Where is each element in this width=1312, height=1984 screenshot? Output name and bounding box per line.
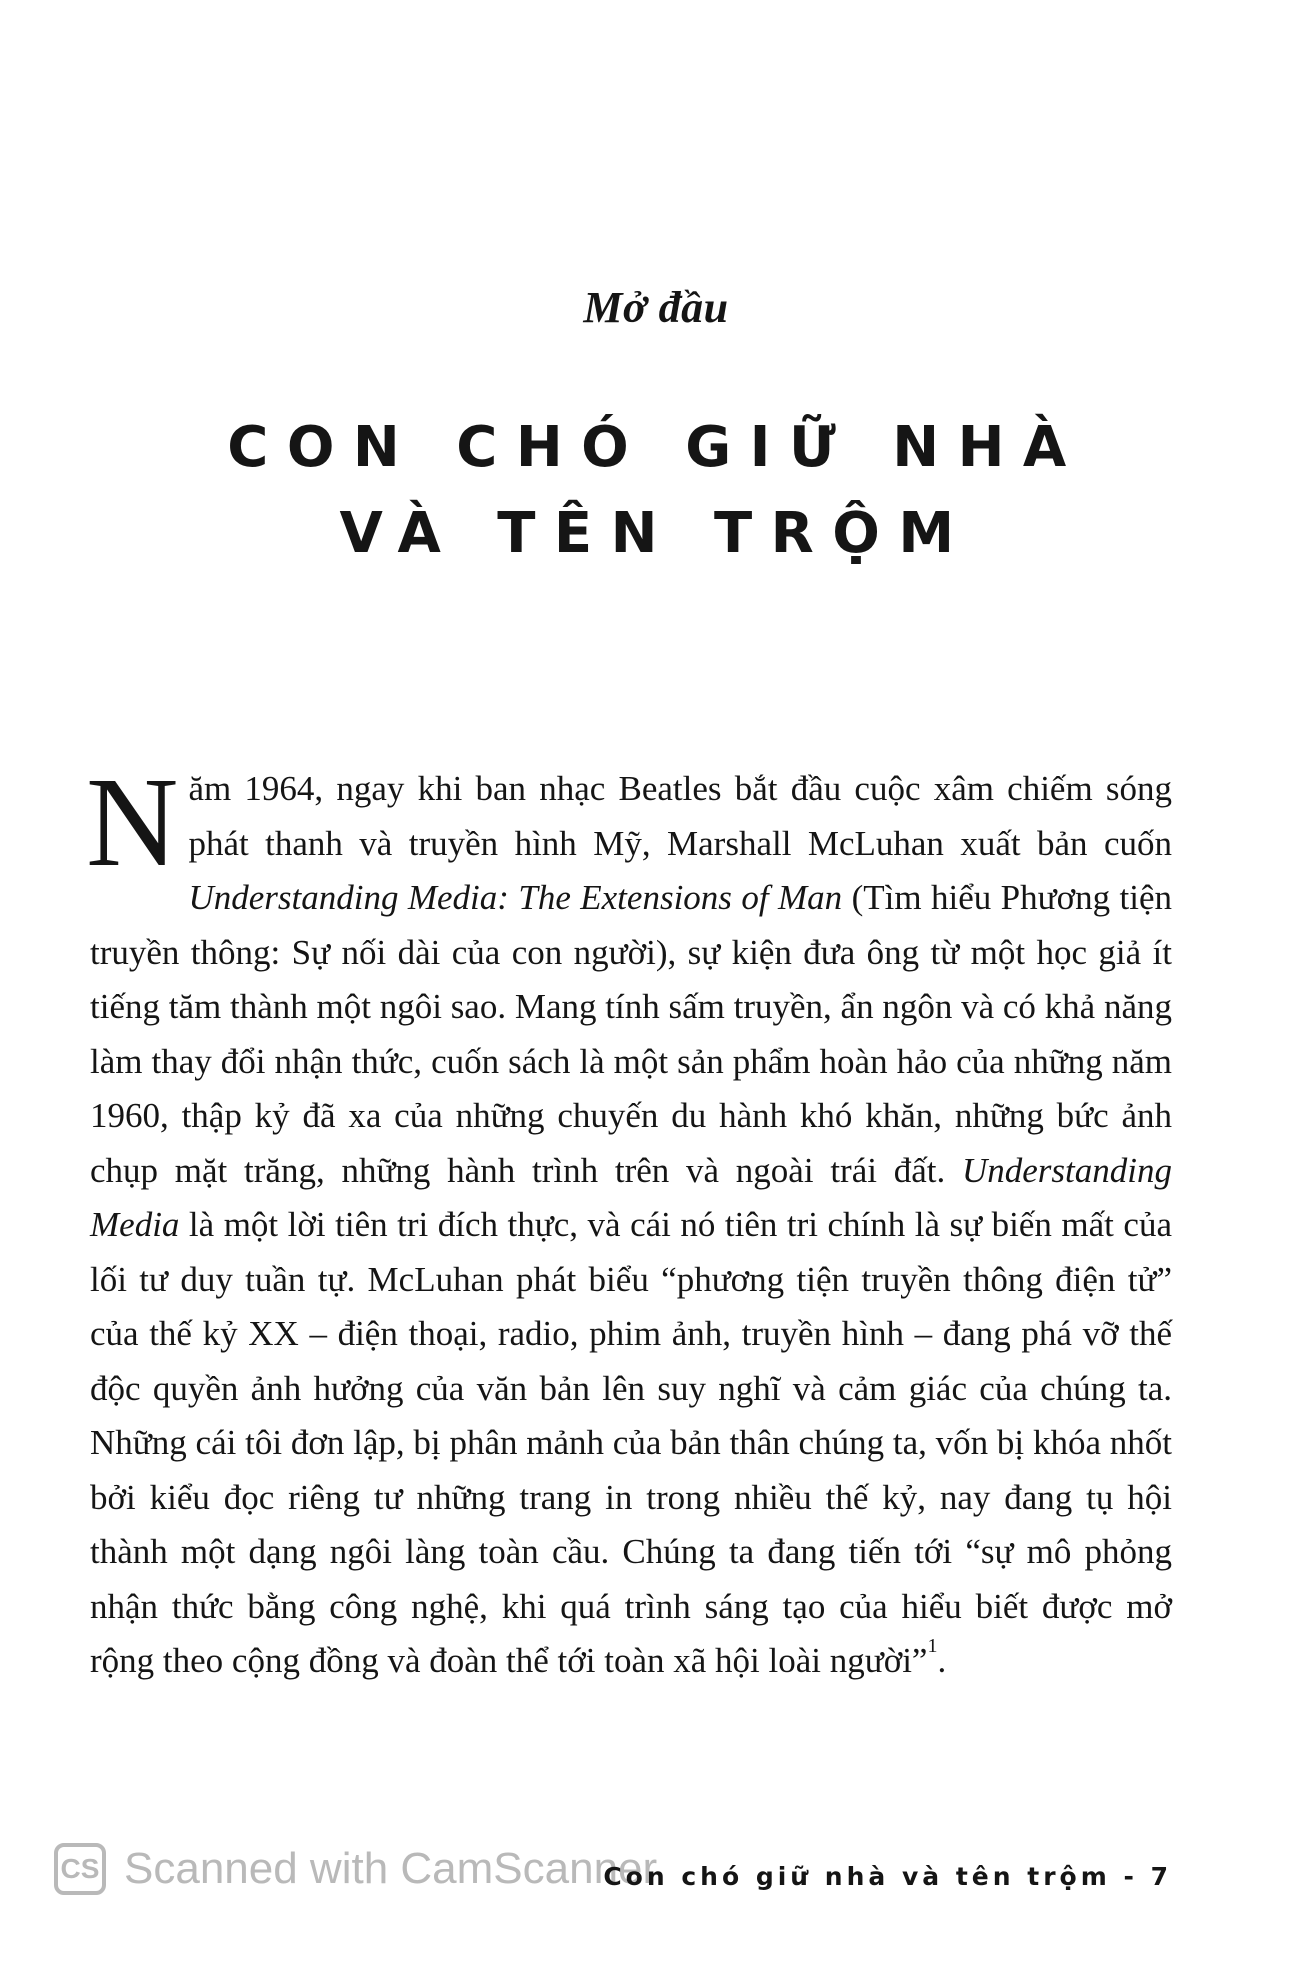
chapter-title-line-1: CON CHÓ GIỮ NHÀ: [227, 415, 1085, 480]
running-title: Con chó giữ nhà và tên trộm: [603, 1862, 1111, 1891]
scanner-watermark: [54, 1843, 657, 1895]
text-segment: .: [937, 1641, 947, 1680]
text-segment: là một lời tiên tri đích thực, và cái nó tiên tri chính là sự biến mất của lối tư duy tuần tự. McLuhan phát biểu “phương tiện truyền thông điện tử” của thế kỷ XX – điện thoại, radio, phim ảnh, truyền hình – đang phá vỡ thế độc quyền ảnh hưởng của văn bản lên suy nghĩ và cảm giác của chúng ta. Những cái tôi đơn lập, bị phân mảnh của bản thân chúng ta, vốn bị khóa nhốt bởi kiểu đọc riêng tư những trang in trong nhiều thế kỷ, nay đang tụ hội thành một dạng ngôi làng toàn cầu. Chúng ta đang tiến tới “sự mô phỏng nhận thức bằng công nghệ, khi quá trình sáng tạo của hiểu biết được mở rộng theo cộng đồng và đoàn thể tới toàn xã hội loài người”: [90, 1205, 1172, 1680]
footer-separator: -: [1123, 1862, 1138, 1891]
chapter-title-line-2: VÀ TÊN TRỘM: [339, 501, 973, 566]
body-text: [86, 751, 1172, 1689]
book-title-short: Understanding Media: [90, 1150, 1172, 1244]
text-segment: (Tìm hiểu Phương tiện truyền thông: Sự nối dài của con người), sự kiện đưa ông từ một học giả ít tiếng tăm thành một ngôi sao. Mang tính sấm truyền, ẩn ngôn và có khả năng làm thay đổi nhận thức, cuốn sách là một sản phẩm hoàn hảo của những năm 1960, thập kỷ đã xa của những chuyến du hành khó khăn, những bức ảnh chụp mặt trăng, những hành trình trên và ngoài trái đất.: [90, 878, 1172, 1190]
footnote-reference: 1: [927, 1635, 938, 1657]
paragraph: [86, 751, 1172, 1689]
page-number: 7: [1150, 1862, 1172, 1891]
page-footer: [603, 1862, 1172, 1891]
camscanner-logo-icon: CS: [54, 1843, 106, 1895]
text-segment: ăm 1964, ngay khi ban nhạc Beatles bắt đầu cuộc xâm chiếm sóng phát thanh và truyền hình Mỹ, Marshall McLuhan xuất bản cuốn: [188, 769, 1172, 863]
chapter-label: Mở đầu: [583, 283, 729, 332]
drop-cap: N: [86, 751, 179, 893]
book-title: Understanding Media: The Extensions of Man: [188, 878, 843, 917]
watermark-text: Scanned with CamScanner: [124, 1844, 658, 1893]
